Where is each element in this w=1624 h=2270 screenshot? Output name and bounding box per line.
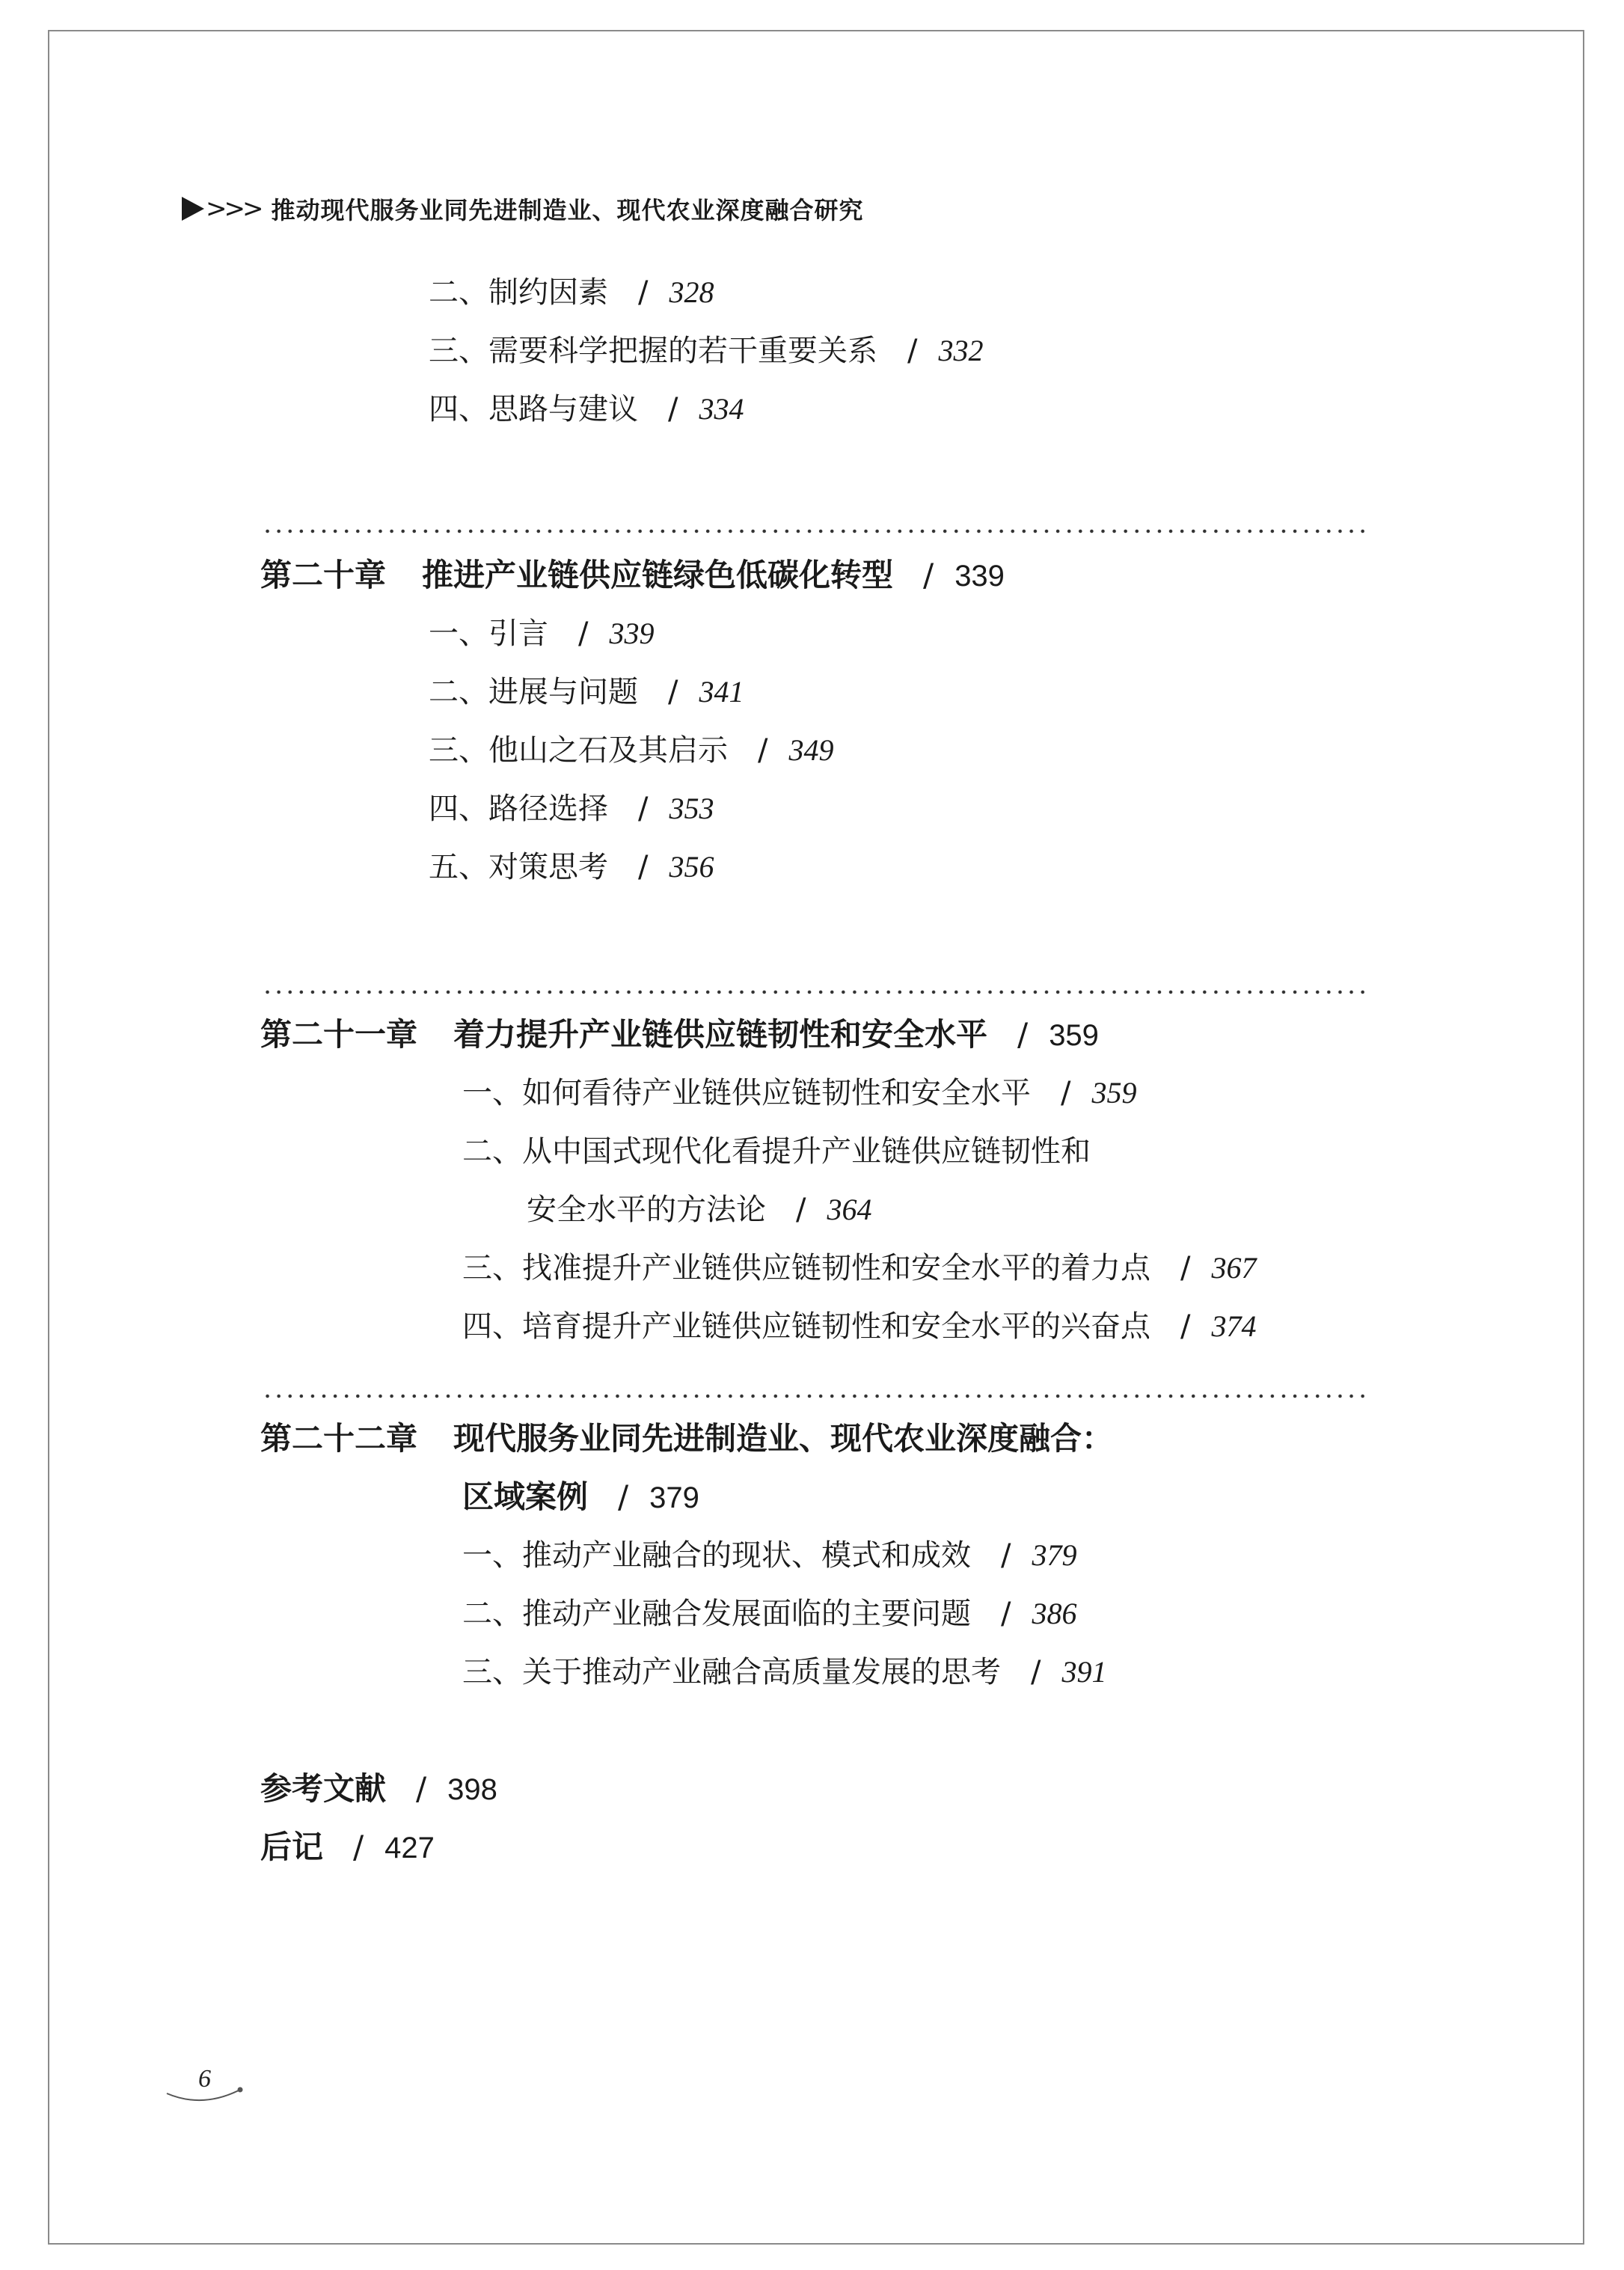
- toc-entry[interactable]: 三、他山之石及其启示 / 349: [429, 733, 834, 768]
- toc-entry[interactable]: 四、思路与建议 / 334: [429, 392, 744, 426]
- running-head-title: 推动现代服务业同先进制造业、现代农业深度融合研究: [271, 196, 864, 224]
- running-head: [182, 192, 863, 226]
- toc-entry[interactable]: 一、推动产业融合的现状、模式和成效 / 379: [462, 1538, 1077, 1573]
- toc-entry[interactable]: 三、需要科学把握的若干重要关系 / 332: [429, 334, 984, 368]
- dotted-divider: [262, 989, 1364, 995]
- toc-backmatter-references[interactable]: 参考文献 / 398: [260, 1770, 497, 1807]
- toc-entry[interactable]: 二、制约因素 / 328: [429, 275, 714, 310]
- toc-entry-continuation[interactable]: 安全水平的方法论 / 364: [527, 1193, 872, 1227]
- chapter-heading[interactable]: 第二十一章 着力提升产业链供应链韧性和安全水平 / 359: [260, 1016, 1099, 1053]
- chapter-heading[interactable]: 第二十二章 现代服务业同先进制造业、现代农业深度融合：: [260, 1420, 1114, 1457]
- arrow-icon: >>>: [182, 196, 260, 221]
- toc-entry[interactable]: 五、对策思考 / 356: [429, 850, 714, 884]
- toc-backmatter-afterword[interactable]: 后记 / 427: [260, 1829, 435, 1865]
- folio-swash-icon: [161, 2065, 251, 2110]
- toc-entry[interactable]: 三、关于推动产业融合高质量发展的思考 / 391: [462, 1655, 1107, 1689]
- toc-entry[interactable]: 二、从中国式现代化看提升产业链供应链韧性和: [462, 1134, 1091, 1169]
- toc-entry[interactable]: 四、培育提升产业链供应链韧性和安全水平的兴奋点 / 374: [462, 1309, 1257, 1344]
- dotted-divider: [262, 1393, 1364, 1399]
- toc-entry[interactable]: 一、如何看待产业链供应链韧性和安全水平 / 359: [462, 1076, 1137, 1110]
- page-number: [161, 2065, 251, 2110]
- toc-entry[interactable]: 二、进展与问题 / 341: [429, 675, 744, 709]
- toc-entry[interactable]: 二、推动产业融合发展面临的主要问题 / 386: [462, 1597, 1077, 1631]
- page-number-text: 6: [198, 2065, 211, 2093]
- dotted-divider: [262, 528, 1364, 534]
- chapter-heading-continuation[interactable]: 区域案例 / 379: [462, 1478, 699, 1515]
- toc-entry[interactable]: 四、路径选择 / 353: [429, 792, 714, 826]
- chapter-heading[interactable]: 第二十章 推进产业链供应链绿色低碳化转型 / 339: [260, 557, 1005, 593]
- toc-entry[interactable]: 三、找准提升产业链供应链韧性和安全水平的着力点 / 367: [462, 1251, 1257, 1285]
- toc-entry[interactable]: 一、引言 / 339: [429, 617, 655, 651]
